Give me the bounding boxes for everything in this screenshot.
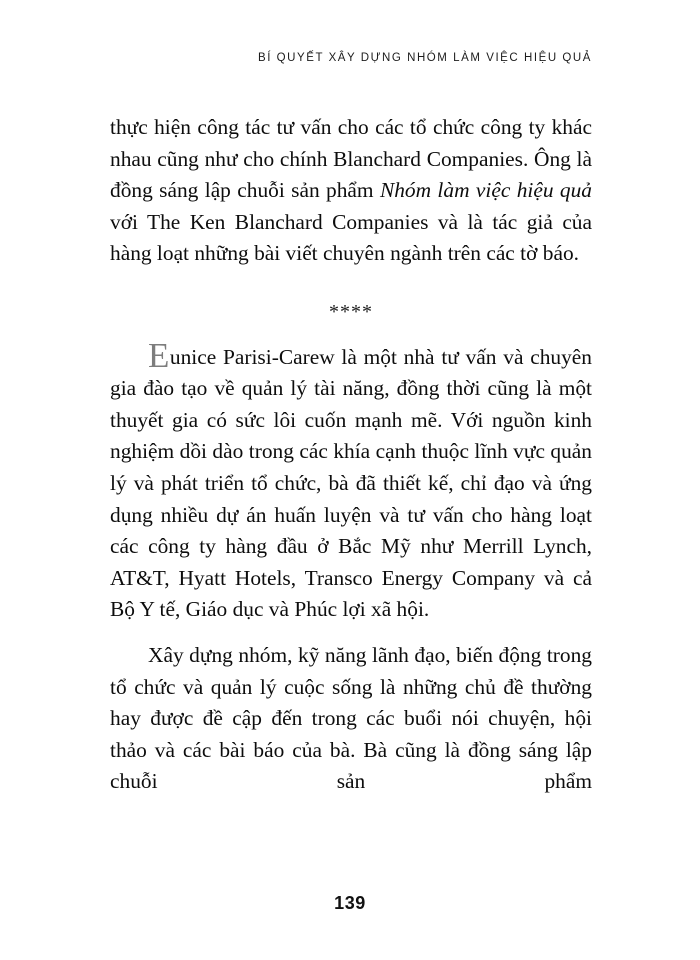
running-header: BÍ QUYẾT XÂY DỰNG NHÓM LÀM VIỆC HIỆU QUẢ (257, 52, 592, 64)
paragraph-3-text: Xây dựng nhóm, kỹ năng lãnh đạo, biến động trong tổ chức và quản lý cuộc sống là những chủ đề thường hay được đề cập đến trong các buổi nói chuyện, hội thảo và các bài báo của bà. Bà cũng là đồng sáng lập chuỗi sản phẩm (110, 642, 592, 794)
paragraph-topics (110, 640, 592, 798)
paragraph-spacer (110, 626, 592, 640)
paragraph-1-after-title: với The Ken Blanchard Companies và là tác giả của hàng loạt những bài viết chuyên ngành trên các tờ báo. (110, 209, 592, 266)
separator-spacer-top (110, 270, 592, 297)
initial-capital-letter: E (148, 335, 170, 375)
page-number: 139 (334, 893, 366, 913)
paragraph-2-text: unice Parisi-Carew là một nhà tư vấn và chuyên gia đào tạo về quản lý tài năng, đồng thời cũng là một thuyết gia có sức lôi cuốn mạnh mẽ. Với nguồn kinh nghiệm dồi dào trong các khía cạnh thuộc lĩnh vực quản lý và phát triển tổ chức, bà đã thiết kế, chỉ đạo và ứng dụng nhiều dự án huấn luyện và tư vấn cho hàng loạt các công ty hàng đầu ở Bắc Mỹ như Merrill Lynch, AT&T, Hyatt Hotels, Transco Energy Company và cả Bộ Y tế, Giáo dục và Phúc lợi xã hội. (110, 344, 592, 622)
section-separator: **** (329, 300, 373, 323)
paragraph-biography-blanchard (110, 112, 592, 270)
separator-spacer-bottom (110, 329, 592, 342)
text-column (110, 112, 592, 798)
paragraph-1-before-title: thực hiện công tác tư vấn cho các tổ chức công ty khác nhau cũng như cho chính Blanchard Companies. Ông là đồng sáng lập chuỗi sản phẩm (110, 115, 592, 203)
book-title-italic: Nhóm làm việc hiệu quả (379, 178, 592, 203)
paragraph-biography-parisi-carew (110, 335, 592, 626)
